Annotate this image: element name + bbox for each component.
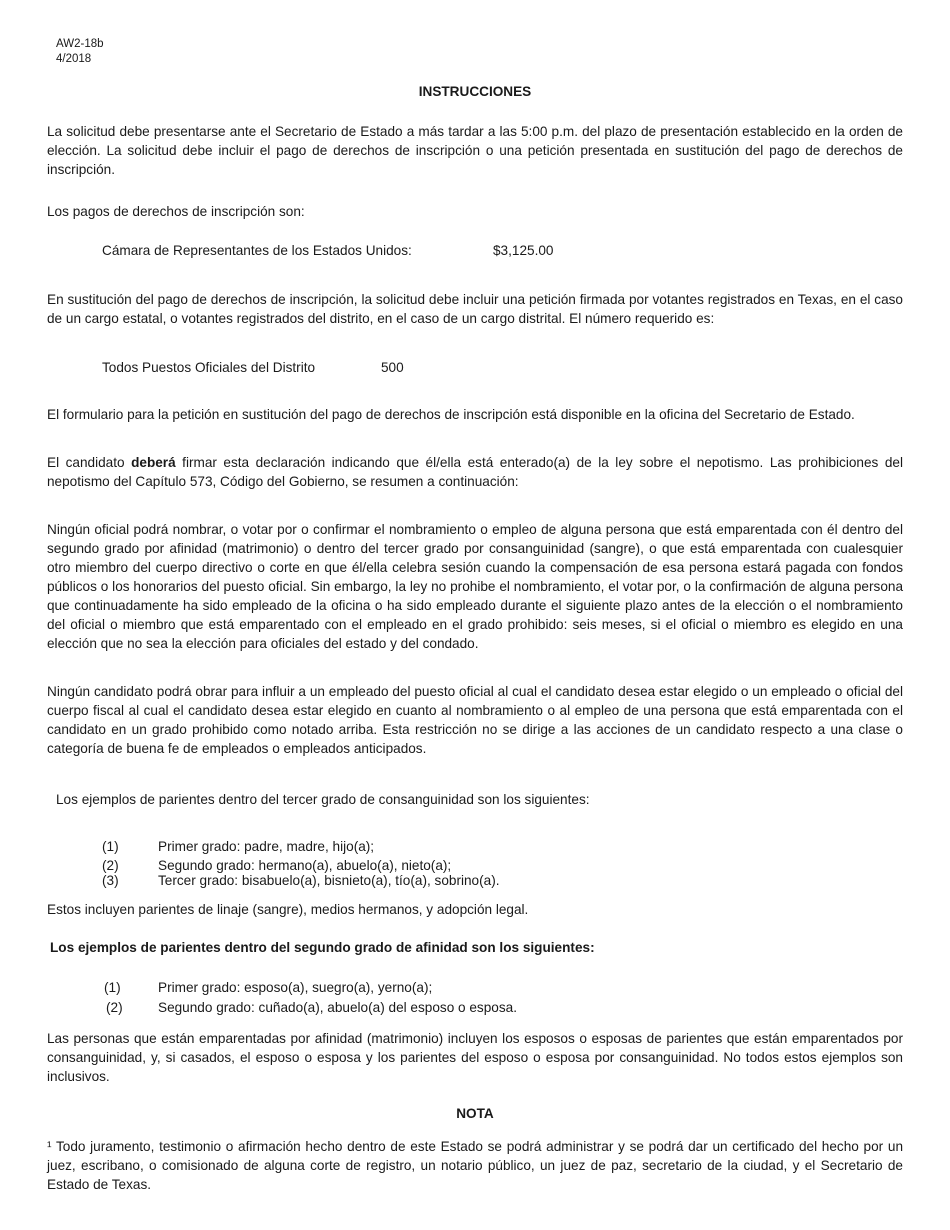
affinity-item	[102, 978, 702, 995]
consanguinity-item	[102, 871, 702, 888]
fee-amount: $3,125.00	[493, 243, 554, 258]
note-title: NOTA	[456, 1106, 494, 1121]
list-number: (1)	[102, 839, 119, 854]
list-number: (1)	[104, 980, 121, 995]
petition-label: Todos Puestos Oficiales del Distrito	[102, 360, 316, 375]
list-number: (2)	[106, 1000, 123, 1015]
affinity-heading: Los ejemplos de parientes dentro del segundo grado de afinidad son los siguientes:	[50, 940, 595, 955]
form-date: 4/2018	[56, 53, 92, 65]
intro-paragraph: La solicitud debe presentarse ante el Secretario de Estado a más tardar a las 5:00 p.m. del plazo de presentación establecido en la orden de elección. La solicitud debe incluir el pago de derechos de inscripción o una petición presentada en sustitución del pago de derechos de inscripción.	[47, 124, 903, 177]
list-number: (3)	[102, 873, 119, 888]
rule-1-paragraph: Ningún oficial podrá nombrar, o votar por o confirmar el nombramiento o empleo de alguna persona que está emparentada con él dentro del segundo grado por afinidad (matrimonio) o dentro del tercer grado por consanguinidad (sangre), o que está emparentada con cualesquier otro miembro del cuerpo directivo o corte en que él/ella celebra sesión cuando la compensación de esa persona estará pagada con fondos públicos o los honorarios del puesto oficial. Sin embargo, la ley no prohibe el nombramiento, el votar por, o la confirmación de alguna persona que continuadamente ha sido empleado de la oficina o ha sido empleado durante el siguiente plazo antes de la elección o el nombramiento del oficial o miembro que está emparentado con el empleado en el grado prohibido: seis meses, si el oficial o miembro es elegido en una elección que no sea la elección para oficiales del estado y del condado.	[47, 522, 903, 651]
consanguinity-note: Estos incluyen parientes de linaje (sangre), medios hermanos, y adopción legal.	[47, 902, 529, 917]
footnote: ¹ Todo juramento, testimonio o afirmación hecho dentro de este Estado se podrá administrar y se podrá dar un certificado del hecho por un juez, escribano, o comisionado de alguna corte de registro, un notario público, un juez de paz, secretario de la ciudad, y el Secretario de Estado de Texas.	[47, 1139, 903, 1192]
rule-2-paragraph: Ningún candidato podrá obrar para influir a un empleado del puesto oficial al cual el candidato desea estar elegido o un empleado o oficial del cuerpo fiscal al cual el candidato desea estar elegido en cuanto al nombramiento o al empleo de una persona que está emparentada con el candidato en un grado prohibido como notado arriba. Esta restricción no se dirige a las acciones de un candidato respecto a una clase o categoría de buena fe de empleados o empleados anticipados.	[47, 684, 903, 756]
consanguinity-item	[102, 837, 702, 854]
form-available-paragraph: El formulario para la petición en sustitución del pago de derechos de inscripción está disponible en la oficina del Secretario de Estado.	[47, 407, 855, 422]
list-text: Segundo grado: cuñado(a), abuelo(a) del esposo o esposa.	[158, 1000, 517, 1015]
list-number: (2)	[102, 858, 119, 873]
fee-label: Cámara de Representantes de los Estados Unidos:	[102, 243, 412, 258]
list-text: Tercer grado: bisabuelo(a), bisnieto(a), tío(a), sobrino(a).	[158, 873, 500, 888]
form-code-block	[56, 37, 104, 67]
form-code: AW2-18b	[56, 38, 104, 50]
nepotism-intro-post: firmar esta declaración indicando que él/ella está enterado(a) de la ley sobre el nepotismo. Las prohibiciones del nepotismo del Capítulo 573, Código del Gobierno, se resumen a continuación:	[47, 455, 903, 489]
list-text: Segundo grado: hermano(a), abuelo(a), nieto(a);	[158, 858, 452, 873]
list-text: Primer grado: padre, madre, hijo(a);	[158, 839, 375, 854]
affinity-item	[102, 998, 702, 1015]
list-text: Primer grado: esposo(a), suegro(a), yerno(a);	[158, 980, 433, 995]
affinity-note: Las personas que están emparentadas por afinidad (matrimonio) incluyen los esposos o esposas de parientes que están emparentados por consanguinidad, y, si casados, el esposo o esposa y los parientes del esposo o esposa por consanguinidad. No todos estos ejemplos son inclusivos.	[47, 1031, 903, 1084]
nepotism-intro-bold: deberá	[131, 455, 176, 470]
fees-heading: Los pagos de derechos de inscripción son:	[47, 204, 305, 219]
petition-paragraph: En sustitución del pago de derechos de inscripción, la solicitud debe incluir una petición firmada por votantes registrados en Texas, en el caso de un cargo estatal, o votantes registrados del distrito, en el caso de un cargo distrital. El número requerido es:	[47, 292, 903, 326]
petition-count: 500	[381, 360, 404, 375]
consanguinity-heading: Los ejemplos de parientes dentro del tercer grado de consanguinidad son los siguientes:	[56, 792, 590, 807]
page-title: INSTRUCCIONES	[418, 84, 532, 99]
nepotism-intro-paragraph	[47, 453, 903, 491]
nepotism-intro-pre: El candidato	[47, 455, 132, 470]
